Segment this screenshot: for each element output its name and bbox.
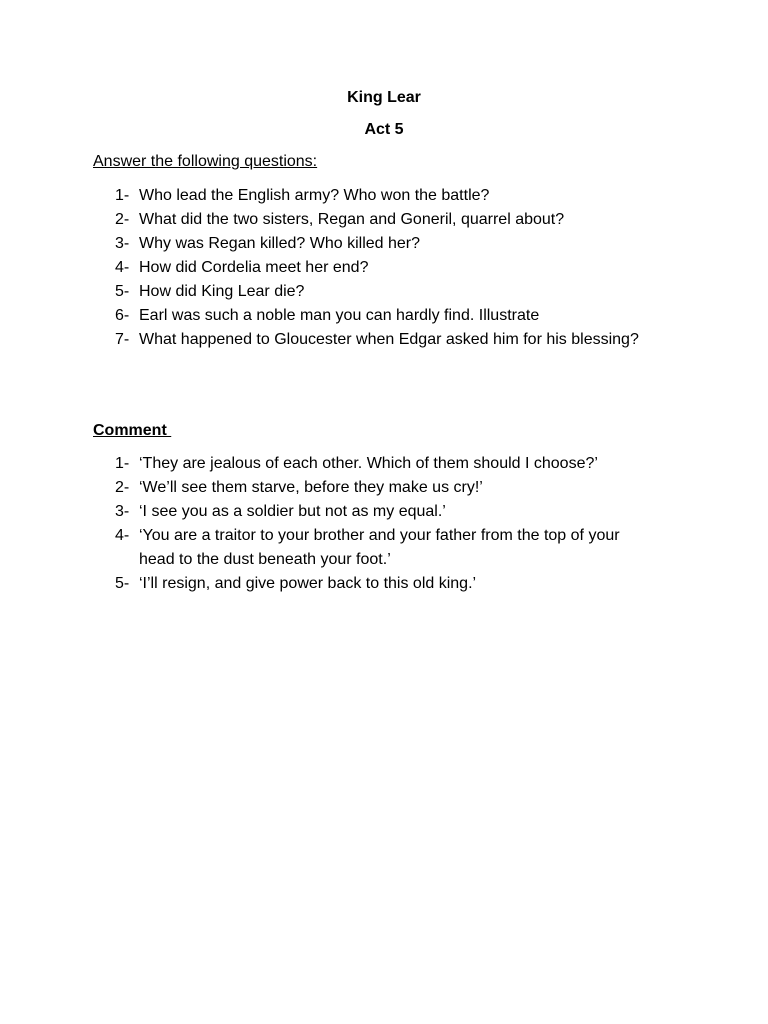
comments-list bbox=[0, 452, 659, 596]
questions-heading: Answer the following questions: bbox=[93, 153, 318, 170]
question-text: What happened to Gloucester when Edgar asked him for his blessing? bbox=[139, 331, 639, 348]
question-number: 1- bbox=[115, 187, 130, 204]
question-text: How did Cordelia meet her end? bbox=[139, 259, 369, 276]
question-text: Who lead the English army? Who won the battle? bbox=[139, 187, 490, 204]
question-text: Why was Regan killed? Who killed her? bbox=[139, 235, 421, 252]
question-item bbox=[0, 232, 659, 256]
comment-item bbox=[0, 452, 659, 476]
comment-number: 1- bbox=[115, 455, 130, 472]
question-item bbox=[0, 184, 659, 208]
comment-number: 4- bbox=[115, 527, 130, 544]
question-number: 6- bbox=[115, 307, 130, 324]
question-number: 5- bbox=[115, 283, 130, 300]
comment-text: ‘We’ll see them starve, before they make us cry!’ bbox=[139, 479, 483, 496]
comment-text: ‘I’ll resign, and give power back to this old king.’ bbox=[139, 575, 477, 592]
document-subtitle: Act 5 bbox=[364, 121, 404, 138]
comment-heading: Comment bbox=[93, 422, 172, 439]
comment-number: 2- bbox=[115, 479, 130, 496]
questions-list bbox=[0, 184, 659, 352]
question-item bbox=[0, 304, 659, 328]
comment-item bbox=[0, 500, 659, 524]
question-item bbox=[0, 256, 659, 280]
question-number: 7- bbox=[115, 331, 130, 348]
comment-item bbox=[0, 524, 659, 572]
question-number: 2- bbox=[115, 211, 130, 228]
comment-text: ‘They are jealous of each other. Which of them should I choose?’ bbox=[139, 455, 598, 472]
question-number: 4- bbox=[115, 259, 130, 276]
question-text: What did the two sisters, Regan and Goneril, quarrel about? bbox=[139, 211, 565, 228]
comment-number: 3- bbox=[115, 503, 130, 520]
comment-item bbox=[0, 476, 659, 500]
comment-text: ‘I see you as a soldier but not as my equal.’ bbox=[139, 503, 446, 520]
comment-item bbox=[0, 572, 659, 596]
question-text: How did King Lear die? bbox=[139, 283, 305, 300]
question-item bbox=[0, 208, 659, 232]
question-number: 3- bbox=[115, 235, 130, 252]
comment-text: ‘You are a traitor to your brother and your father from the top of your head to the dust beneath your foot.’ bbox=[139, 527, 620, 568]
question-item bbox=[0, 328, 659, 352]
question-text: Earl was such a noble man you can hardly find. Illustrate bbox=[139, 307, 540, 324]
question-item bbox=[0, 280, 659, 304]
document-title: King Lear bbox=[347, 89, 421, 106]
comment-number: 5- bbox=[115, 575, 130, 592]
